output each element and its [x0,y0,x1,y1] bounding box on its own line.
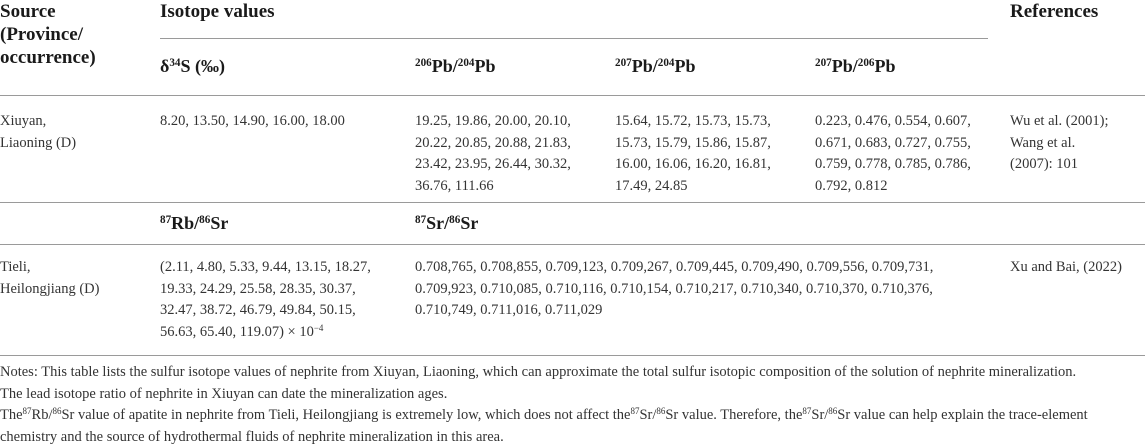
row2-source [0,257,99,300]
cell-line: 15.73, 15.79, 15.86, 15.87, [615,133,771,155]
cell-line: 0.792, 0.812 [815,176,971,198]
row1-source-line: Xiuyan, [0,111,76,133]
row2-source-line: Heilongjiang (D) [0,279,99,301]
pb207-206-header: $^{207}$Pb/$^{206}$Pb [815,56,896,77]
cell-line: 0.708,765, 0.708,855, 0.709,123, 0.709,267, 0.709,445, 0.709,490, 0.709,556, 0.709,731, [415,257,933,279]
cell-line: 0.671, 0.683, 0.727, 0.755, [815,133,971,155]
cell-line: 15.64, 15.72, 15.73, 15.73, [615,111,771,133]
row2-rb-sr [160,257,371,343]
cell-line: 17.49, 24.85 [615,176,771,198]
cell-line: 0.710,749, 0.711,016, 0.711,029 [415,300,933,322]
row1-pb207-204 [615,111,771,197]
row2-sr-sr [415,257,933,322]
notes-line: The lead isotope ratio of nephrite in Xiuyan can date the mineralization ages. [0,384,1145,406]
cell-line: (2007): 101 [1010,154,1108,176]
row1-pb207-206 [815,111,971,197]
row1-bottom-rule [0,202,1145,203]
references-header: References [1010,0,1098,23]
pb206-204-header: $^{206}$Pb/$^{204}$Pb [415,56,496,77]
row2-source-line: Tieli, [0,257,99,279]
cell-line: 32.47, 38.72, 46.79, 49.84, 50.15, [160,300,371,322]
cell-line: 36.76, 111.66 [415,176,571,198]
row2-references: Xu and Bai, (2022) [1010,257,1122,279]
source-header-line: occurrence) [0,46,96,69]
cell-line: 19.25, 19.86, 20.00, 20.10, [415,111,571,133]
table-notes [0,362,1145,448]
row1-source-line: Liaoning (D) [0,133,76,155]
row1-pb206-204 [415,111,571,197]
cell-line: 56.63, 65.40, $119.07) \times 10^{-4}$ [160,322,371,344]
rb87-sr86-header: $^{87}$Rb/$^{86}$Sr [160,213,228,234]
isotope-values-header: Isotope values [160,0,275,23]
delta34s-header: $\delta^{34}S$ (‰) [160,56,225,77]
row1-source [0,111,76,154]
cell-line: Wang et al. [1010,133,1108,155]
cell-line: 0.223, 0.476, 0.554, 0.607, [815,111,971,133]
cell-line: 0.759, 0.778, 0.785, 0.786, [815,154,971,176]
cell-line: 0.709,923, 0.710,085, 0.710,116, 0.710,154, 0.710,217, 0.710,340, 0.710,370, 0.710,376, [415,279,933,301]
source-column-header [0,0,96,69]
notes-line: Notes: This table lists the sulfur isotope values of nephrite from Xiuyan, Liaoning, which can approximate the total sulfur isotopic composition of the solution of nephrite mineralization. [0,362,1145,384]
row1-references [1010,111,1108,176]
source-header-line: Source [0,0,96,23]
row1-delta34s: 8.20, 13.50, 14.90, 16.00, 18.00 [160,111,345,133]
cell-line: 16.00, 16.06, 16.20, 16.81, [615,154,771,176]
cell-line: Wu et al. (2001); [1010,111,1108,133]
source-header-line: (Province/ [0,23,96,46]
pb207-204-header: $^{207}$Pb/$^{204}$Pb [615,56,696,77]
cell-line: 20.22, 20.85, 20.88, 21.83, [415,133,571,155]
cell-line: 23.42, 23.95, 26.44, 30.32, [415,154,571,176]
notes-line: The$^{87}$Rb/$^{86}$Sr value of apatite in nephrite from Tieli, Heilongjiang is extremely low, which does not affect the$^{87}$Sr/$^{86}$Sr value. Therefore, the$^{87}$Sr/$^{86}$Sr value can help explain the trace-element [0,405,1145,427]
subheader-b-rule [0,244,1145,245]
sr87-sr86-header: $^{87}$Sr/$^{86}$Sr [415,213,478,234]
cell-line: 19.33, 24.29, 25.58, 28.35, 30.37, [160,279,371,301]
cell-line: (2.11, 4.80, 5.33, 9.44, 13.15, 18.27, [160,257,371,279]
header-bottom-rule [0,95,1145,96]
header-divider [160,38,988,39]
notes-line: chemistry and the source of hydrothermal fluids of nephrite mineralization in this area. [0,427,1145,448]
table-bottom-rule [0,355,1145,356]
